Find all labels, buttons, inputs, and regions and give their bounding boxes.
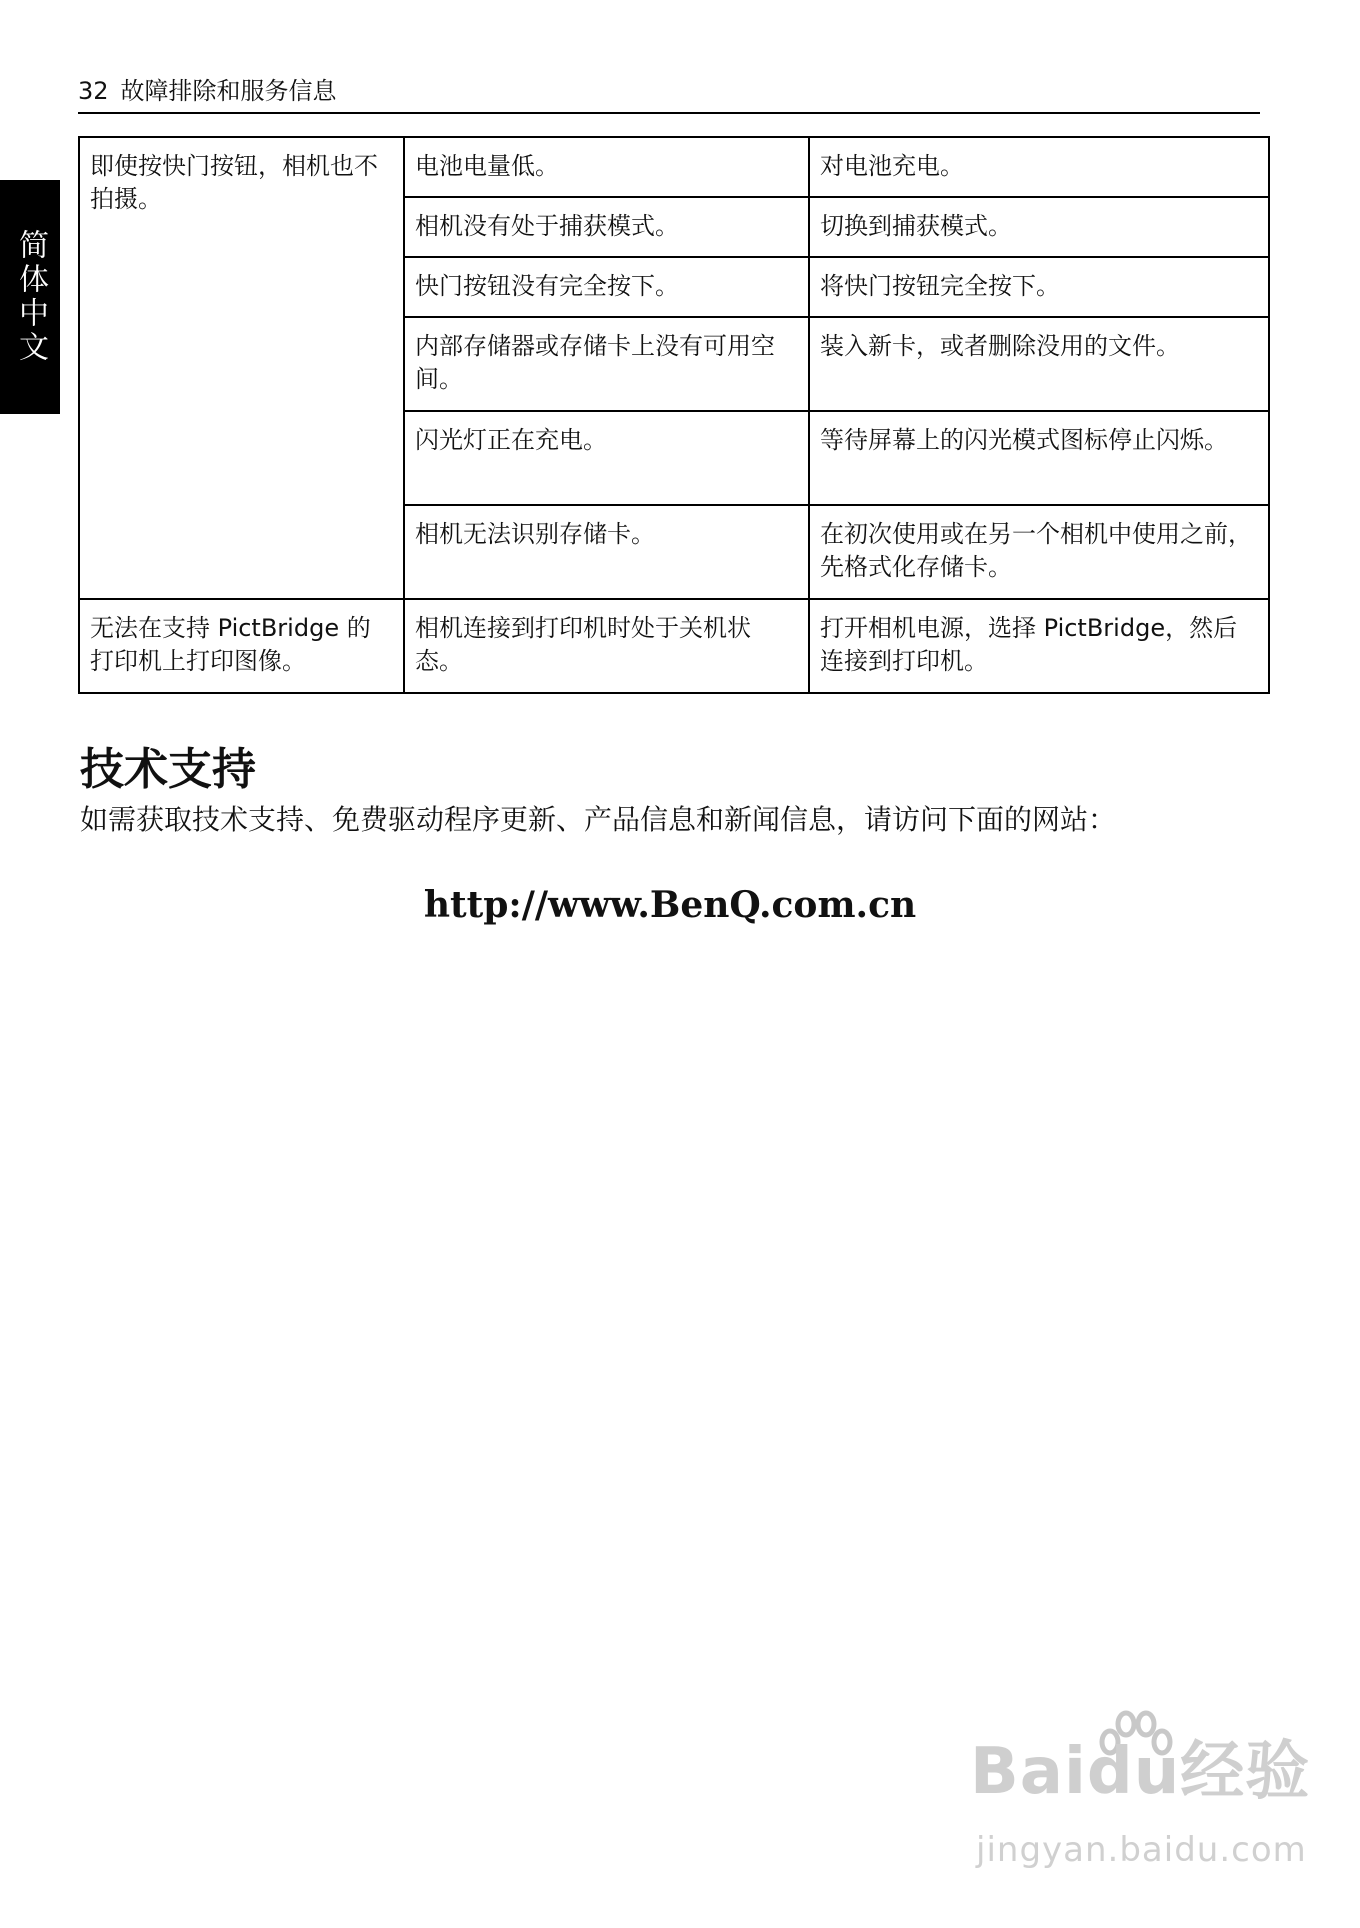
- watermark-site: jingyan.baidu.com: [976, 1830, 1307, 1870]
- page-number: 32: [78, 77, 109, 105]
- table-row: [79, 137, 1269, 197]
- troubleshooting-table: [78, 136, 1270, 694]
- solution-cell: 打开相机电源，选择 PictBridge，然后连接到打印机。: [809, 599, 1269, 693]
- page-header-title: 故障排除和服务信息: [120, 77, 337, 105]
- solution-cell: 将快门按钮完全按下。: [809, 257, 1269, 317]
- solution-cell: 切换到捕获模式。: [809, 197, 1269, 257]
- watermark: [970, 1720, 1340, 1890]
- section-body-text: 如需获取技术支持、免费驱动程序更新、产品信息和新闻信息，请访问下面的网站：: [80, 803, 1117, 836]
- cause-cell: 快门按钮没有完全按下。: [404, 257, 809, 317]
- support-url-link[interactable]: http://www.BenQ.com.cn: [423, 884, 917, 926]
- cause-cell: 内部存储器或存储卡上没有可用空间。: [404, 317, 809, 411]
- watermark-logo: Baidu经验: [970, 1735, 1311, 1809]
- solution-cell: 对电池充电。: [809, 137, 1269, 197]
- problem-cell: 无法在支持 PictBridge 的打印机上打印图像。: [79, 599, 404, 693]
- language-side-tab-label: 简体中文: [13, 229, 48, 365]
- cause-cell: 相机无法识别存储卡。: [404, 505, 809, 599]
- page-header: [78, 74, 1258, 108]
- cause-cell: 相机没有处于捕获模式。: [404, 197, 809, 257]
- section-heading: 技术支持: [80, 744, 256, 795]
- cause-cell: 相机连接到打印机时处于关机状态。: [404, 599, 809, 693]
- solution-cell: 装入新卡，或者删除没用的文件。: [809, 317, 1269, 411]
- language-side-tab: [0, 180, 60, 414]
- solution-cell: 等待屏幕上的闪光模式图标停止闪烁。: [809, 411, 1269, 505]
- problem-cell: 即使按快门按钮，相机也不拍摄。: [79, 137, 404, 599]
- solution-cell: 在初次使用或在另一个相机中使用之前，先格式化存储卡。: [809, 505, 1269, 599]
- cause-cell: 电池电量低。: [404, 137, 809, 197]
- table-row: [79, 599, 1269, 693]
- header-rule: [78, 112, 1260, 114]
- cause-cell: 闪光灯正在充电。: [404, 411, 809, 505]
